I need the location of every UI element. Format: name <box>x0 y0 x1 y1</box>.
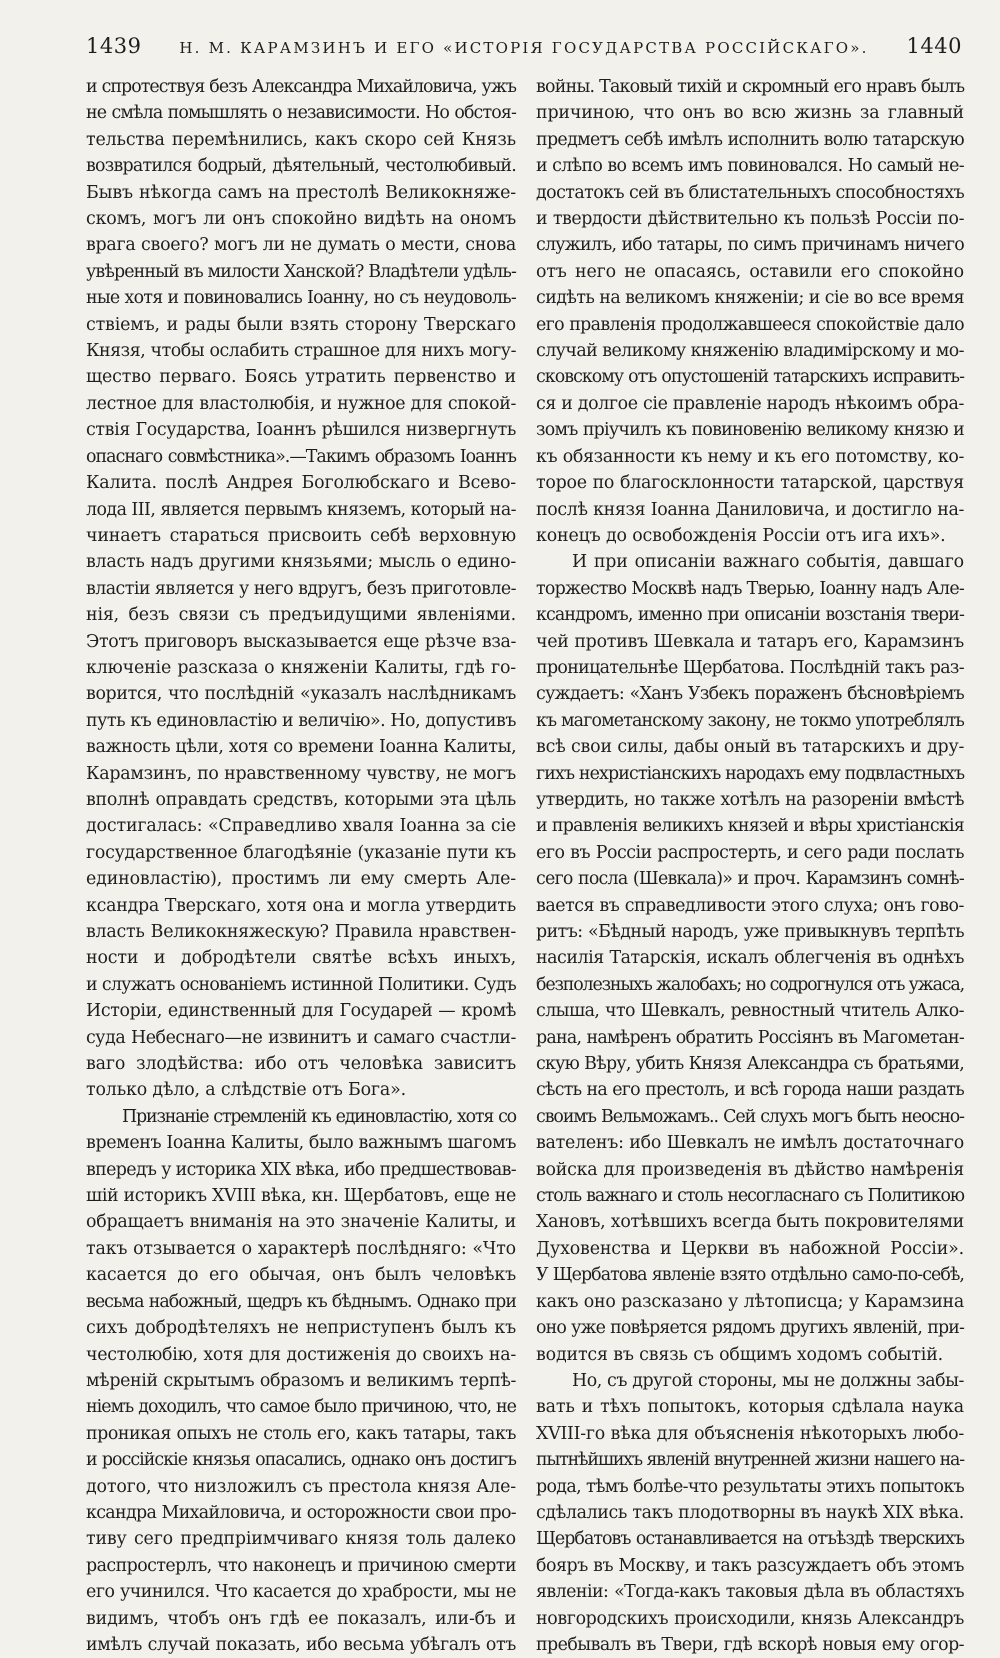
text-line: зомъ пріучилъ къ повиновенію великому князю и <box>536 420 964 441</box>
text-line: скомъ, могъ ли онъ спокойно видѣть на ономъ <box>86 209 516 230</box>
text-line: сдѣлались такъ плодотворны въ наукѣ XIX вѣка. <box>536 1502 964 1523</box>
text-line: торжество Москвѣ надъ Тверью, Іоанну надъ Але- <box>536 578 964 599</box>
text-line: вателенъ: ибо Шевкалъ не имѣлъ достаточнаго <box>536 1133 964 1154</box>
text-line: ксандромъ, именно при описаніи возстанія твери- <box>536 605 964 626</box>
text-column-left <box>86 74 517 1655</box>
text-line: безполезныхъ жалобахъ; но содрогнулся отъ ужаса, <box>536 974 964 995</box>
text-line: опаснаго совмѣстника».—Такимъ образомъ Іоаннъ <box>86 446 516 467</box>
text-line: Этотъ приговоръ высказывается еще рѣзче вза- <box>86 631 516 652</box>
text-line: и правленія великихъ князей и вѣры христіанскія <box>536 816 964 837</box>
text-line: видимъ, чтобъ онъ гдѣ ее показалъ, или-бъ и <box>86 1608 516 1629</box>
text-line: служилъ, ибо татары, по симъ причинамъ ничего <box>536 235 964 256</box>
text-line: и твердости дѣйствительно къ пользѣ Россіи по- <box>536 209 964 230</box>
text-line: Исторіи, единственный для Государей — кромѣ <box>86 1001 516 1022</box>
text-line: ніемъ доходилъ, что самое было причиною, что, не <box>86 1397 516 1418</box>
text-line: ся и долгое сіе правленіе народъ нѣкоимъ обра- <box>536 393 964 414</box>
text-line: обращаетъ вниманія на это значеніе Калиты, и <box>86 1212 516 1233</box>
text-line: Признаніе стремленій къ единовластію, хотя со <box>122 1106 516 1127</box>
running-header <box>86 34 962 64</box>
text-line: пребывалъ въ Твери, гдѣ вскорѣ новыя ему огор- <box>536 1634 964 1655</box>
text-line: и слѣпо во всемъ имъ повиновался. Но самый не- <box>536 156 964 177</box>
text-line: Но, съ другой стороны, мы не должны забы- <box>572 1370 964 1391</box>
text-line: достатокъ сей въ блистательныхъ способностяхъ <box>536 182 965 203</box>
text-line: гихъ нехристіанскихъ народахъ ему подвластныхъ <box>536 763 965 784</box>
text-line: вать и тѣхъ попытокъ, которыя сдѣлала наука <box>536 1397 964 1418</box>
text-line: оно уже повѣряется рядомъ другихъ явленій, при- <box>536 1318 964 1339</box>
text-line: войны. Таковый тихій и скромный его нравъ былъ <box>536 77 965 97</box>
text-line: пытнѣйшихъ явленій внутренней жизни нашего на- <box>536 1450 964 1471</box>
text-line: ствія Государства, Іоаннъ рѣшился низвергнуть <box>86 420 516 441</box>
text-line: имѣлъ случай показать, ибо весьма убѣгалъ отъ <box>86 1634 516 1655</box>
text-line: дотого, что низложилъ съ престола князя Але- <box>86 1476 516 1497</box>
text-line: къ магометанскому закону, не токмо употреблялъ <box>536 710 964 731</box>
text-line: рана, намѣренъ обратить Россіянъ въ Магометан- <box>536 1027 964 1048</box>
text-line: своимъ Вельможамъ.. Сей слухъ могъ быть неосно- <box>536 1106 964 1127</box>
text-line: впередъ у историка XIX вѣка, ибо предшествовав- <box>86 1159 516 1180</box>
text-line: и служатъ основаніемъ истинной Политики. Судъ <box>86 974 516 995</box>
text-line: суда Небеснаго—не извинитъ и самаго счастли- <box>86 1027 516 1048</box>
text-line: сѣсть на его престолъ, и всѣ города наши раздать <box>536 1080 964 1101</box>
text-line: вполнѣ оправдать средствъ, которыми эта цѣль <box>86 789 516 810</box>
text-line: рода, тѣмъ болѣе-что результаты этихъ попытокъ <box>536 1476 964 1497</box>
text-line: насилія Татарскія, искалъ облегченія въ однѣхъ <box>536 948 964 969</box>
text-column-right <box>536 74 965 1655</box>
text-line: послѣ князя Іоанна Даниловича, и достигло на- <box>536 499 964 520</box>
text-line: новгородскихъ происходили, князь Александръ <box>536 1608 964 1629</box>
text-line: путь къ единовластію и величію». Но, допустивъ <box>86 710 516 731</box>
text-line: его учинился. Что касается до храбрости, мы не <box>86 1582 516 1603</box>
text-line: суждаетъ: «Ханъ Узбекъ пораженъ бѣсновѣріемъ <box>536 684 964 705</box>
text-line: утвердить, но также хотѣлъ на разореніи вмѣстѣ <box>536 789 964 810</box>
text-line: только дѣло, а слѣдствіе отъ Бога». <box>86 1080 406 1101</box>
text-line: И при описаніи важнаго событія, давшаго <box>572 552 964 573</box>
text-line: Духовенства и Церкви въ набожной Россіи». <box>536 1238 964 1259</box>
page-number-left: 1439 <box>86 34 142 58</box>
text-line: власть Великокняжескую? Правила нравствен- <box>86 922 516 942</box>
text-line: предметъ себѣ имѣлъ исполнить волю татарскую <box>536 129 964 150</box>
text-line: власть надъ другими князьями; мысль о едино- <box>86 552 516 573</box>
text-line: ритъ: «Бѣдный народъ, уже привыкнувъ терпѣть <box>536 922 964 942</box>
text-line: щество перваго. Боясь утратить первенство и <box>86 367 516 388</box>
text-line: его правленія продолжавшееся спокойствіе дало <box>536 314 964 335</box>
text-line: какъ оно разсказано у лѣтописца; у Карамзина <box>536 1291 964 1312</box>
text-line: Калита. послѣ Андрея Боголюбскаго и Всево- <box>86 473 516 494</box>
text-line: не смѣла помышлять о независимости. Но обстоя- <box>86 103 516 124</box>
text-line: къ обязанности къ нему и къ его потомству, ко- <box>536 446 964 467</box>
text-line: проникая опыхъ не столь его, какъ татары, такъ <box>86 1423 516 1444</box>
text-line: Князя, чтобы ослабить страшное для нихъ могу- <box>86 341 516 362</box>
text-line: ные хотя и повиновались Іоанну, но съ неудоволь- <box>86 288 516 309</box>
text-line: слыша, что Шевкалъ, ревностный чтитель Алко- <box>536 1001 964 1022</box>
text-line: ксандра Тверскаго, хотя она и могла утвердить <box>86 895 516 916</box>
text-line: случай великому княженію владимірскому и мо- <box>536 341 964 362</box>
text-line: врага своего? могъ ли не думать о мести, снова <box>86 235 516 256</box>
text-line: проницательнѣе Щербатова. Послѣдній такъ раз- <box>536 657 964 678</box>
text-line: увѣренный въ милости Ханской? Владѣтели удѣль- <box>86 261 516 282</box>
text-line: вается въ справедливости этого слуха; онъ гово- <box>536 895 964 916</box>
text-line: тиву сего предпріимчиваго князя толь далеко <box>86 1529 516 1550</box>
text-line: распростерлъ, что наконецъ и причиною смерти <box>86 1555 516 1576</box>
text-line: лода III, является первымъ княземъ, который на- <box>86 499 516 520</box>
text-line: всѣ свои силы, дабы оный въ татарскихъ и дру- <box>536 737 965 758</box>
text-line: государственное благодѣяніе (указаніе пути къ <box>86 842 516 863</box>
text-line: чей противъ Шевкала и татаръ его, Карамзинъ <box>536 631 964 652</box>
text-line: Щербатовъ останавливается на отъѣздѣ тверскихъ <box>536 1529 964 1550</box>
text-line: и россійскіе князья опасались, однако онъ достигъ <box>86 1450 516 1471</box>
text-line: Хановъ, хотѣвшихъ всегда быть покровителями <box>536 1212 964 1233</box>
text-line: ности и добродѣтели святѣе всѣхъ иныхъ, <box>86 948 516 969</box>
text-line: сковскому отъ опустошеній татарскихъ исправить- <box>536 367 964 388</box>
text-line: возвратился бодрый, дѣятельный, честолюбивый. <box>86 156 516 177</box>
text-line: столь важнаго и столь несогласнаго съ Политикою <box>536 1186 964 1207</box>
text-line: ксандра Михайловича, и осторожности свои про- <box>86 1502 516 1523</box>
text-line: бояръ въ Москву, и такъ разсуждаетъ объ этомъ <box>536 1555 964 1576</box>
text-line: касается до его обычая, онъ былъ человѣкъ <box>86 1265 516 1286</box>
text-line: ворится, что послѣдній «указалъ наслѣдникамъ <box>86 684 516 705</box>
text-line: его въ Россіи распростерть, и сего ради послать <box>536 842 964 863</box>
text-line: достигалась: «Справедливо хваля Іоанна за сіе <box>86 816 516 837</box>
text-line: войска для произведенія въ дѣйство намѣренія <box>536 1159 964 1180</box>
text-line: чинаетъ стараться присвоить себѣ верховную <box>86 525 516 546</box>
text-line: сидѣть на великомъ княженіи; и сіе во все время <box>536 288 964 309</box>
text-line: ствіемъ, и рады были взять сторону Тверскаго <box>86 314 516 335</box>
running-title: Н. М. КАРАМЗИНЪ И ЕГО «ИСТОРІЯ ГОСУДАРСТВА РОССІЙСКАГО». <box>179 39 869 57</box>
text-line: сихъ добродѣтеляхъ не неприступенъ былъ къ <box>86 1318 516 1339</box>
text-line: водится въ связь съ общимъ ходомъ событій. <box>536 1344 944 1365</box>
text-line: ключеніе разсказа о княженіи Калиты, гдѣ го- <box>86 657 516 678</box>
text-line: Карамзинъ, по нравственному чувству, не могъ <box>86 763 516 784</box>
text-line: и спротествуя безъ Александра Михайловича, ужъ <box>86 77 516 97</box>
text-line: честолюбію, хотя для достиженія до своихъ на- <box>86 1344 516 1365</box>
text-line: торое по благосклонности татарской, царствуя <box>536 473 964 494</box>
text-line: мѣреній скрытымъ образомъ и великимъ терпѣ- <box>86 1370 516 1391</box>
text-line: конецъ до освобожденія Россіи отъ ига ихъ». <box>536 525 946 546</box>
text-line: шій историкъ XVIII вѣка, кн. Щербатовъ, еще не <box>86 1186 516 1207</box>
text-line: временъ Іоанна Калиты, было важнымъ шагомъ <box>86 1133 517 1154</box>
text-line: скую Вѣру, убить Князя Александра съ братьями, <box>536 1054 964 1075</box>
text-line: отъ него не опасаясь, оставили его спокойно <box>536 261 964 282</box>
text-line: причиною, что онъ во всю жизнь за главный <box>536 103 964 124</box>
text-line: единовластію), простимъ ли ему смерть Але- <box>86 869 516 890</box>
text-line: нія, безъ связи съ предъидущими явленіями. <box>86 605 516 626</box>
text-line: Бывъ нѣкогда самъ на престолѣ Великокняже- <box>86 182 516 203</box>
text-line: сего посла (Шевкала)» и проч. Карамзинъ сомнѣ- <box>536 869 964 890</box>
page-number-right: 1440 <box>906 34 962 58</box>
text-line: властіи является у него вдругъ, безъ приготовле- <box>86 578 516 599</box>
text-line: У Щербатова явленіе взято отдѣльно само-по-себѣ, <box>536 1265 964 1286</box>
text-line: такъ отзывается о характерѣ послѣдняго: «Что <box>86 1238 516 1259</box>
text-line: явленіи: «Тогда-какъ таковыя дѣла въ областяхъ <box>536 1582 964 1603</box>
text-line: ваго злодѣйства: ибо отъ человѣка зависитъ <box>86 1054 516 1075</box>
text-line: XVIII-го вѣка для объясненія нѣкоторыхъ любо- <box>536 1423 964 1444</box>
text-line: весьма набожный, щедръ къ бѣднымъ. Однако при <box>86 1291 516 1312</box>
text-line: лестное для властолюбія, и нужное для спокой- <box>86 393 516 414</box>
text-line: тельства перемѣнились, какъ скоро сей Князь <box>86 129 516 150</box>
text-line: важность цѣли, хотя со времени Іоанна Калиты, <box>86 737 517 758</box>
